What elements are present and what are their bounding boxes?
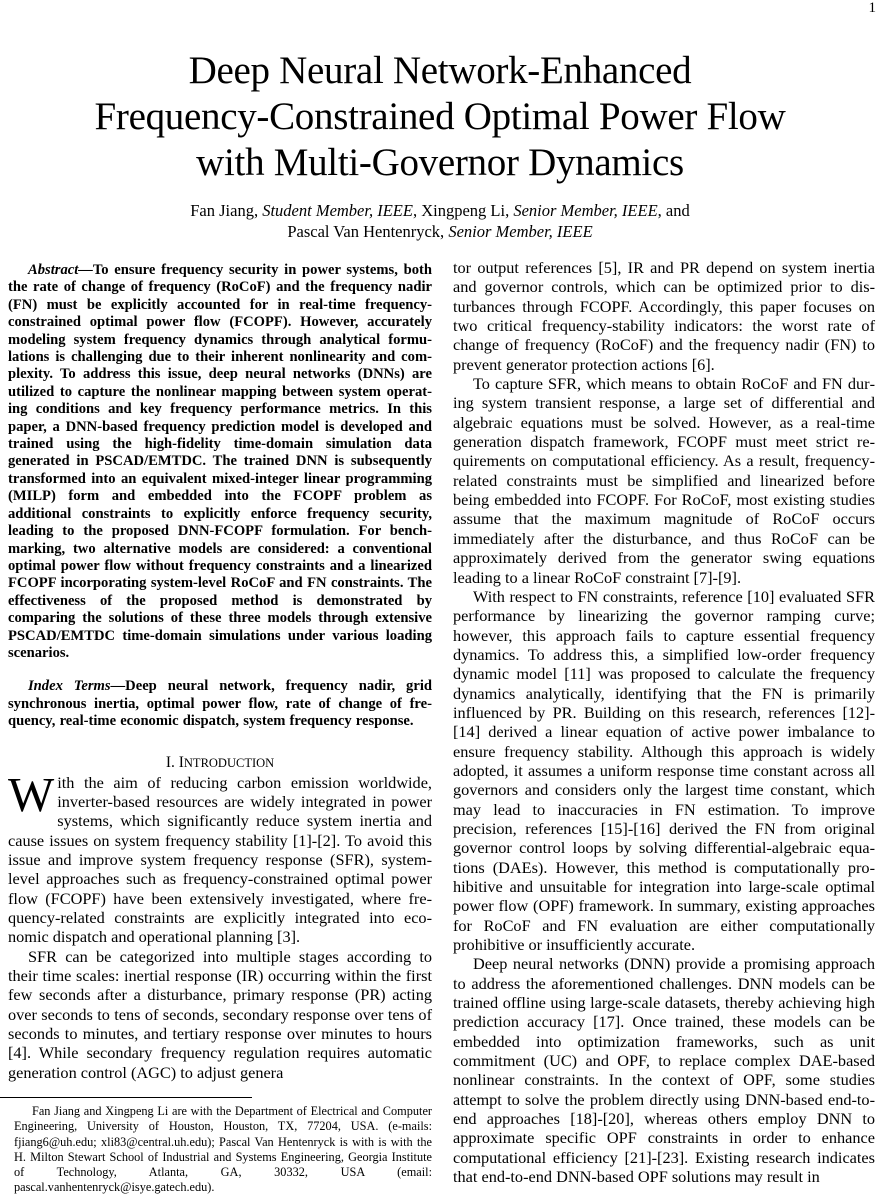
- author-affiliation: Senior Member, IEEE: [513, 201, 658, 220]
- right-column: [453, 258, 875, 1187]
- intro-paragraph-5: Deep neural networks (DNN) provide a promising approach to address the aforementioned challenges. DNN models can be trained offline using large-scale datasets, thereby achieving high prediction accuracy [17]. Once trained, these models can be embedded into optimization frameworks, such as unit commitment (UC) and OPF, to replace complex DAE-based nonlinear constraints. In the context of OPF, some studies attempt to solve the problem directly using DNN-based end-to-end approaches [18]-[20], whereas others employ DNN to approximate specific OPF constraints in order to enhance computational efficiency [21]-[23]. Existing research indicates that end-to-end DNN-based OPF solutions may result in: [453, 954, 875, 1187]
- index-terms-label: Index Terms: [28, 678, 111, 695]
- intro-paragraph-3: To capture SFR, which means to obtain RoCoF and FN during system transient response, a large set of differential and algebraic equations must be solved. However, as a real-time generation dispatch framework, FCOPF must meet strict requirements on computational efficiency. As a result, frequency-related constraints must be simplified and linearized before being embedded into FCOPF. For RoCoF, most existing studies assume that the maximum magnitude of RoCoF occurs immediately after the disturbance, and thus RoCoF can be approximately derived from the generator swing equations leading to a linear RoCoF constraint [7]-[9].: [453, 374, 875, 587]
- left-column: [8, 262, 432, 1082]
- author-line-1: [0, 200, 880, 221]
- section-heading-introduction: [8, 753, 432, 773]
- author-list: [0, 200, 880, 242]
- intro-paragraph-2: SFR can be categorized into multiple stages according to their time scales: inertial response (IR) occurring within the first few seconds after a disturbance, primary response (PR) acting over seconds to tens of seconds, secondary response over tens of seconds to minutes, and tertiary response over minutes to hours [4]. While secondary frequency regulation requires automatic generation control (AGC) to adjust genera: [8, 946, 432, 1082]
- abstract-label: Abstract: [28, 262, 79, 278]
- footnote-divider: [0, 1097, 252, 1098]
- author-affiliation: Student Member, IEEE: [262, 201, 413, 220]
- author-line-2: [0, 221, 880, 242]
- author-footnote: Fan Jiang and Xingpeng Li are with the Department of Electrical and Computer Engineering, University of Houston, Houston, TX, 77204, USA. (e-mails: fjiang6@uh.edu; xli83@central.uh.edu); Pascal Van Hentenryck is with is with the H. Milton Stewart School of Industrial and Systems Engineering, Georgia Institute of Technology, Atlanta, GA, 30332, USA (email: pascal.vanhentenryck@isye.gatech.edu).: [14, 1104, 432, 1195]
- author-conjunction: , and: [657, 201, 690, 220]
- section-initial: I: [178, 753, 184, 771]
- paper-title: [0, 48, 880, 186]
- index-terms: [8, 678, 432, 730]
- section-numeral: I.: [165, 753, 179, 771]
- section-rest: NTRODUCTION: [183, 755, 275, 770]
- title-line-2: Frequency-Constrained Optimal Power Flow: [94, 95, 786, 138]
- author-affiliation: Senior Member, IEEE: [448, 222, 593, 241]
- drop-cap: W: [8, 766, 55, 822]
- title-line-3: with Multi-Governor Dynamics: [196, 141, 684, 184]
- index-terms-text: Deep neural network, frequency nadir, grid synchronous inertia, optimal power flow, rate of change of frequency, real-time economic dispatch, system frequency response.: [8, 678, 433, 730]
- page-number: 1: [868, 0, 876, 16]
- title-line-1: Deep Neural Network-Enhanced: [188, 49, 692, 92]
- author-name: , Xingpeng Li,: [412, 201, 514, 220]
- paragraph-text: ith the aim of reducing carbon emission worldwide, inverter-based resources are widely integrated in power systems, which significantly reduce system inertia and cause issues on system frequency stability [1]-[2]. To avoid this issue and improve system frequency response (SFR), system-level approaches such as frequency-constrained optimal power flow (FCOPF) have been extensively investigated, where frequency-related constraints are explicitly integrated into economic dispatch and operational planning [3].: [8, 772, 432, 947]
- abstract-text: To ensure frequency security in power systems, both the rate of change of frequency (RoCoF) and the frequency nadir (FN) must be explicitly accounted for in real-time frequency-constrained optimal power flow (FCOPF). However, accurately modeling system frequency dynamics through analytical formulations is challenging due to their inherent nonlinearity and complexity. To address this issue, deep neural networks (DNNs) are utilized to capture the nonlinear mapping between system operating conditions and key frequency performance metrics. In this paper, a DNN-based frequency prediction model is developed and trained using the high-fidelity time-domain simulation data generated in PSCAD/EMTDC. The trained DNN is subsequently transformed into an equivalent mixed-integer linear programming (MILP) form and embedded into the FCOPF problem as additional constraints to explicitly enforce frequency security, leading to the proposed DNN-FCOPF formulation. For benchmarking, two alternative models are considered: a conventional optimal power flow without frequency constraints and a linearized FCOPF incorporating system-level RoCoF and FN constraints. The effectiveness of the proposed method is demonstrated by comparing the solutions of these three models through extensive PSCAD/EMTDC time-domain simulations under various loading scenarios.: [8, 262, 432, 661]
- abstract-dash: —: [78, 262, 93, 278]
- intro-paragraph-4: With respect to FN constraints, reference [10] evaluated SFR performance by linearizing the governor ramping curve; however, this approach fails to capture essential frequency dynamics. To address this, a simplified low-order frequency dynamic model [11] was proposed to calculate the frequency dynamics analytically, identifying that the FN is primarily influenced by PR. Building on this research, references [12]-[14] derived a linear equation of active power imbalance to ensure frequency stability. Although this approach is widely adopted, it assumes a uniform response time constant across all governors and considers only the largest time constant, which may lead to inaccuracies in FN estimation. To improve precision, references [15]-[16] derived the FN from original governor control loops by solving differential-algebraic equations (DAEs). However, this method is computationally prohibitive and unsuitable for integration into large-scale optimal power flow (OPF) framework. In summary, existing approaches for RoCoF and FN evaluation are either computationally prohibitive or insufficiently accurate.: [453, 586, 875, 955]
- abstract: [8, 262, 432, 662]
- index-terms-dash: —: [110, 678, 126, 695]
- intro-paragraph-1: [8, 766, 432, 947]
- intro-paragraph-2-continued: tor output references [5], IR and PR depend on system inertia and governor controls, which can be optimized prior to disturbances through FCOPF. Accordingly, this paper focuses on two critical frequency-stability indicators: the worst rate of change of frequency (RoCoF) and the frequency nadir (FN) to prevent generator protection actions [6].: [453, 258, 875, 374]
- author-name: Fan Jiang,: [190, 201, 263, 220]
- author-name: Pascal Van Hentenryck,: [287, 222, 449, 241]
